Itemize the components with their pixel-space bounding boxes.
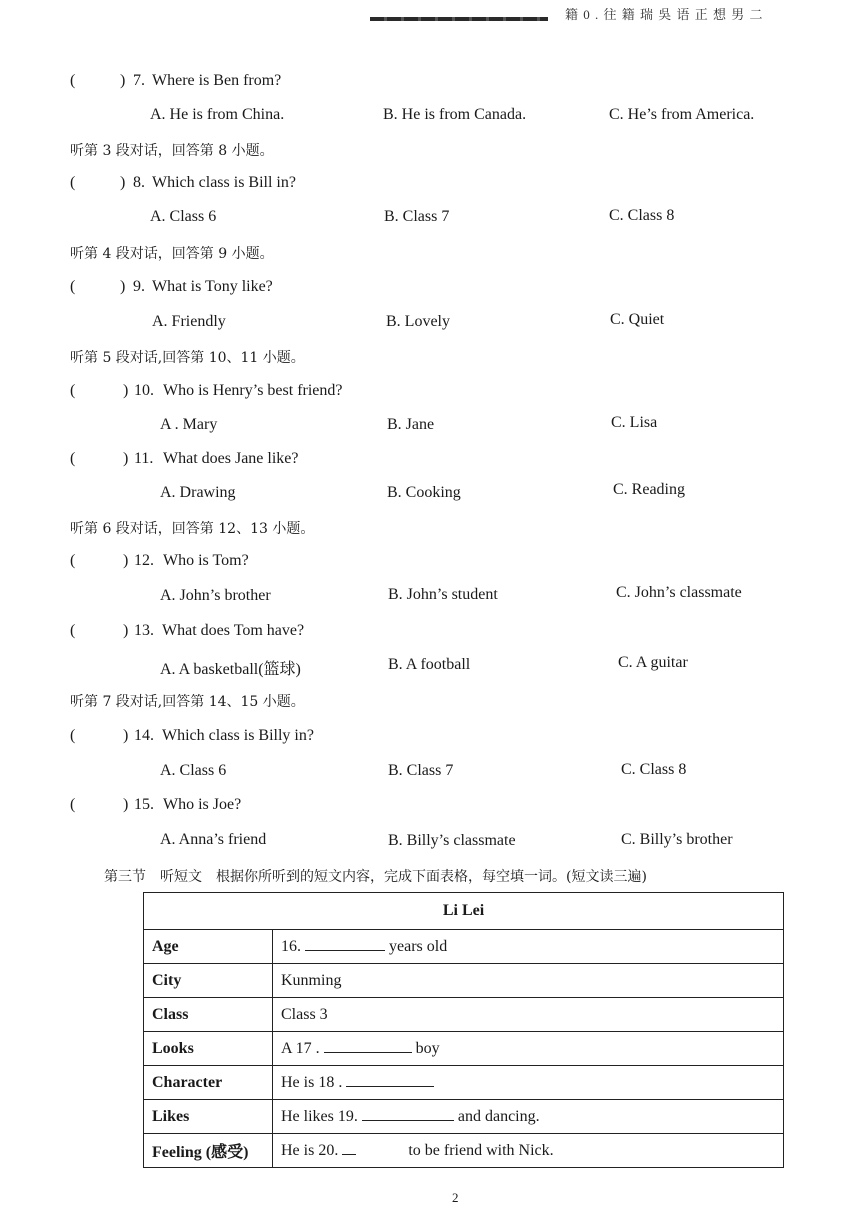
row-label: Looks [144,1032,273,1066]
option-b: B. He is from Canada. [383,106,527,123]
answer-blank[interactable] [305,938,385,951]
row-value [273,1032,784,1066]
question-number: 8. [133,174,145,191]
option-c: C. He’s from America. [609,106,755,123]
instruction: 听第 7 段对话,回答第 14、15 小题。 [70,694,305,710]
option-c: C. Quiet [610,311,665,328]
answer-paren-right: ) [123,727,129,744]
option-c: C. Reading [613,481,685,498]
option-b: B. A football [388,656,471,673]
value-prefix: A 17 . [281,1039,320,1057]
section-3-heading: 第三节 听短文 根据你所听到的短文内容，完成下面表格，每空填一词。(短文读三遍) [104,869,647,885]
row-label: Feeling (感受) [144,1134,273,1168]
option-a: A . Mary [160,416,218,433]
option-a: A. He is from China. [150,106,285,123]
question-text: Which class is Billy in? [162,727,314,744]
question-text: Who is Henry’s best friend? [163,382,343,399]
answer-paren-right: ) [123,382,129,399]
answer-paren-left: ( [70,72,76,89]
question-number: 12. [134,552,154,569]
table-row [144,998,784,1032]
table-row [144,1100,784,1134]
answer-paren-left: ( [70,174,76,191]
row-label: City [144,964,273,998]
option-b: B. Billy’s classmate [388,832,516,849]
question-number: 10. [134,382,154,399]
option-b: B. Class 7 [388,762,454,779]
table-row [144,964,784,998]
answer-paren-left: ( [70,727,76,744]
option-b: B. Jane [387,416,435,433]
option-a: A. Class 6 [150,208,217,225]
header-strip [365,8,867,26]
question-text: What is Tony like? [152,278,273,295]
answer-paren-right: ) [123,622,129,639]
question-text: Which class is Bill in? [152,174,296,191]
answer-blank[interactable] [342,1142,356,1155]
table-row [144,1066,784,1100]
question-number: 11. [134,450,154,467]
answer-paren-left: ( [70,796,76,813]
answer-paren-right: ) [123,450,129,467]
option-b: B. Class 7 [384,208,450,225]
question-number: 7. [133,72,145,89]
option-a: A. John’s brother [160,587,271,604]
option-c: C. Lisa [611,414,658,431]
instruction: 听第 4 段对话，回答第 9 小题。 [70,246,274,262]
table-row [144,930,784,964]
question-text: What does Jane like? [163,450,299,467]
value-suffix: boy [415,1039,440,1057]
option-b: B. Cooking [387,484,461,501]
option-c: C. John’s classmate [616,584,742,601]
question-number: 14. [134,727,154,744]
answer-blank[interactable] [346,1074,434,1087]
value-suffix: and dancing. [457,1107,540,1125]
row-label: Class [144,998,273,1032]
option-a: A. A basketball(篮球) [160,661,301,678]
question-number: 9. [133,278,145,295]
value-text: Kunming [281,971,342,989]
table-title: Li Lei [144,893,784,930]
value-prefix: He likes 19. [281,1107,358,1125]
question-text: Where is Ben from? [152,72,282,89]
row-value [273,964,784,998]
question-number: 13. [134,622,154,639]
row-label: Character [144,1066,273,1100]
row-value [273,1066,784,1100]
answer-blank[interactable] [362,1108,454,1121]
table-row [144,1134,784,1168]
option-a: A. Class 6 [160,762,227,779]
answer-paren-left: ( [70,382,76,399]
answer-paren-right: ) [120,72,126,89]
question-text: Who is Joe? [163,796,242,813]
value-suffix: years old [389,937,448,955]
value-prefix: 16. [281,937,301,955]
table-row [144,1032,784,1066]
answer-paren-right: ) [120,278,126,295]
row-value [273,1134,784,1168]
page-number: 2 [452,1190,459,1205]
answer-paren-right: ) [123,552,129,569]
question-text: Who is Tom? [163,552,249,569]
option-c: C. A guitar [618,654,688,671]
value-text: Class 3 [281,1005,328,1023]
option-b: B. Lovely [386,313,450,330]
option-c: C. Class 8 [609,207,675,224]
row-value [273,930,784,964]
answer-blank[interactable] [324,1040,412,1053]
answer-paren-right: ) [120,174,126,191]
answer-paren-left: ( [70,450,76,467]
option-b: B. John’s student [388,586,498,603]
instruction: 听第 3 段对话，回答第 8 小题。 [70,143,274,159]
value-suffix: to be friend with Nick. [408,1141,554,1159]
row-label: Age [144,930,273,964]
value-prefix: He is 20. [281,1141,339,1159]
instruction: 听第 5 段对话,回答第 10、11 小题。 [70,350,305,366]
info-table [143,892,784,1168]
answer-paren-left: ( [70,278,76,295]
row-value [273,1100,784,1134]
option-a: A. Drawing [160,484,236,501]
question-number: 15. [134,796,154,813]
answer-paren-left: ( [70,552,76,569]
question-text: What does Tom have? [162,622,305,639]
answer-paren-right: ) [123,796,129,813]
option-a: A. Anna’s friend [160,831,267,848]
option-c: C. Class 8 [621,761,687,778]
option-a: A. Friendly [152,313,226,330]
header-text: 籍 0 . 往 籍 瑞 吳 语 正 想 男 二 [565,8,764,22]
header-decoration [370,17,548,21]
row-label: Likes [144,1100,273,1134]
value-prefix: He is 18 . [281,1073,343,1091]
answer-paren-left: ( [70,622,76,639]
instruction: 听第 6 段对话，回答第 12、13 小题。 [70,521,315,537]
row-value [273,998,784,1032]
option-c: C. Billy’s brother [621,831,733,848]
